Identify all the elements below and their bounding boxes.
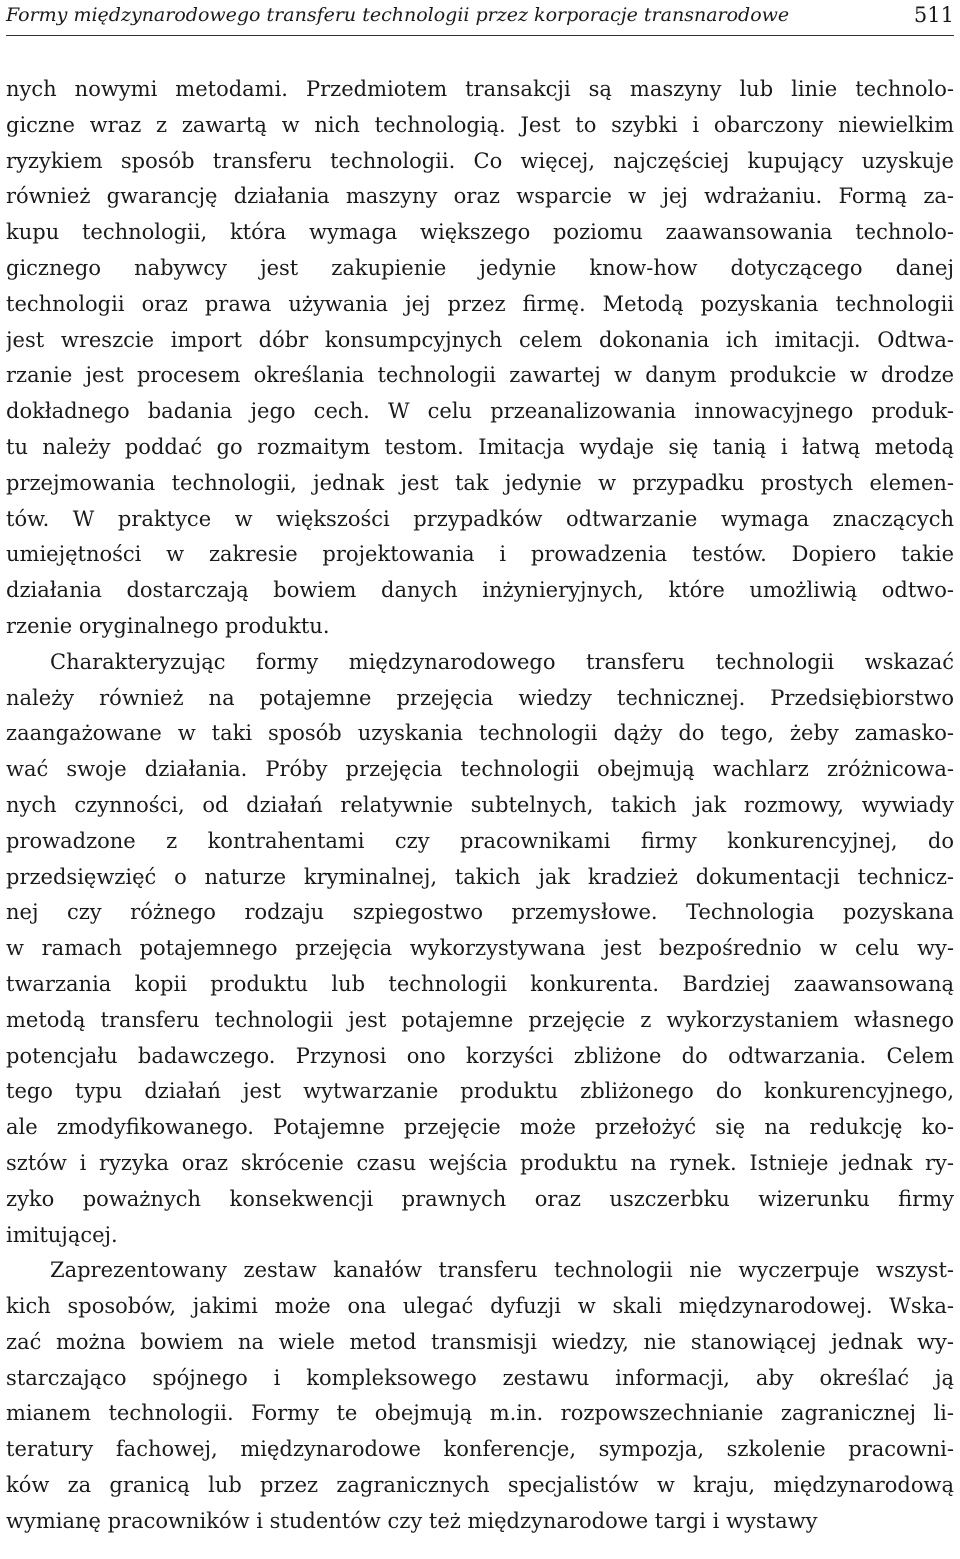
text-line: rzenie oryginalnego produktu. [6, 613, 330, 638]
text-line: jest wreszcie import dóbr konsumpcyjnych celem dokonania ich imitacji. Odtwa- [6, 327, 954, 352]
text-line: sztów i ryzyka oraz skrócenie czasu wejścia produktu na rynek. Istnieje jednak ry- [6, 1150, 954, 1175]
text-line: mianem technologii. Formy te obejmują m.in. rozpowszechnianie zagranicznej li- [6, 1401, 954, 1426]
running-header-title: Formy międzynarodowego transferu technologii przez korporacje transnarodowe [6, 4, 790, 26]
text-line: technologii oraz prawa używania jej przez firmę. Metodą pozyskania technologii [6, 291, 954, 316]
text-line: imitującej. [6, 1222, 118, 1247]
text-line: Zaprezentowany zestaw kanałów transferu technologii nie wyczerpuje wszyst- [50, 1258, 954, 1283]
paragraph [6, 645, 954, 1254]
text-line: tego typu działań jest wytwarzanie produktu zbliżonego do konkurencyjnego, [6, 1079, 954, 1104]
header-rule [6, 35, 954, 36]
text-line: również gwarancję działania maszyny oraz wsparcie w jej wdrażaniu. Formą za- [6, 184, 954, 209]
paragraph [6, 1253, 954, 1539]
text-line: umiejętności w zakresie projektowania i prowadzenia testów. Dopiero takie [6, 542, 954, 567]
text-line: metodą transferu technologii jest potajemne przejęcie z wykorzystaniem własnego [6, 1007, 954, 1032]
text-line: ryzykiem sposób transferu technologii. Co więcej, najczęściej kupujący uzyskuje [6, 148, 954, 173]
text-line: należy również na potajemne przejęcia wiedzy technicznej. Przedsiębiorstwo [6, 685, 954, 710]
text-line: kupu technologii, która wymaga większego poziomu zaawansowania technolo- [6, 220, 954, 245]
text-line: gicznego nabywcy jest zakupienie jedynie know-how dotyczącego danej [6, 255, 954, 280]
text-line: tów. W praktyce w większości przypadków odtwarzanie wymaga znaczących [6, 506, 954, 531]
body-text [6, 72, 954, 1540]
text-line: starczająco spójnego i kompleksowego zestawu informacji, aby określać ją [6, 1365, 954, 1390]
text-line: dokładnego badania jego cech. W celu przeanalizowania innowacyjnego produk- [6, 399, 954, 424]
text-line: zaangażowane w taki sposób uzyskania technologii dąży do tego, żeby zamasko- [6, 721, 954, 746]
text-line: wać swoje działania. Próby przejęcia technologii obejmują wachlarz zróżnicowa- [6, 757, 954, 782]
text-line: ale zmodyfikowanego. Potajemne przejęcie może przełożyć się na redukcję ko- [6, 1115, 954, 1140]
text-line: działania dostarczają bowiem danych inżynieryjnych, które umożliwią odtwo- [6, 578, 954, 603]
paragraph [6, 72, 954, 645]
text-line: tu należy poddać go rozmaitym testom. Imitacja wydaje się tanią i łatwą metodą [6, 434, 954, 459]
text-line: Charakteryzując formy międzynarodowego transferu technologii wskazać [50, 649, 954, 674]
text-line: twarzania kopii produktu lub technologii konkurenta. Bardziej zaawansowaną [6, 971, 954, 996]
text-line: przejmowania technologii, jednak jest tak jedynie w przypadku prostych elemen- [6, 470, 954, 495]
text-line: ków za granicą lub przez zagranicznych specjalistów w kraju, międzynarodową [6, 1473, 954, 1498]
text-line: prowadzone z kontrahentami czy pracownikami firmy konkurencyjnej, do [6, 828, 954, 853]
text-line: wymianę pracowników i studentów czy też międzynarodowe targi i wystawy [6, 1508, 818, 1533]
text-line: rzanie jest procesem określania technologii zawartej w danym produkcie w drodze [6, 363, 954, 388]
text-line: kich sposobów, jakimi może ona ulegać dyfuzji w skali międzynarodowej. Wska- [6, 1294, 954, 1319]
text-line: potencjału badawczego. Przynosi ono korzyści zbliżone do odtwarzania. Celem [6, 1043, 954, 1068]
text-line: nych nowymi metodami. Przedmiotem transakcji są maszyny lub linie technolo- [6, 77, 954, 101]
text-line: zyko poważnych konsekwencji prawnych oraz uszczerbku wizerunku firmy [6, 1186, 954, 1211]
text-line: giczne wraz z zawartą w nich technologią. Jest to szybki i obarczony niewielkim [6, 112, 954, 137]
page-number: 511 [913, 3, 954, 27]
text-line: przedsięwzięć o naturze kryminalnej, takich jak kradzież dokumentacji technicz- [6, 864, 954, 889]
text-line: nych czynności, od działań relatywnie subtelnych, takich jak rozmowy, wywiady [6, 792, 954, 817]
text-line: nej czy różnego rodzaju szpiegostwo przemysłowe. Technologia pozyskana [6, 900, 954, 925]
text-line: w ramach potajemnego przejęcia wykorzystywana jest bezpośrednio w celu wy- [6, 936, 954, 961]
text-line: teratury fachowej, międzynarodowe konferencje, sympozja, szkolenie pracowni- [6, 1437, 954, 1462]
running-header [6, 0, 954, 30]
text-line: zać można bowiem na wiele metod transmisji wiedzy, nie stanowiącej jednak wy- [6, 1329, 954, 1354]
